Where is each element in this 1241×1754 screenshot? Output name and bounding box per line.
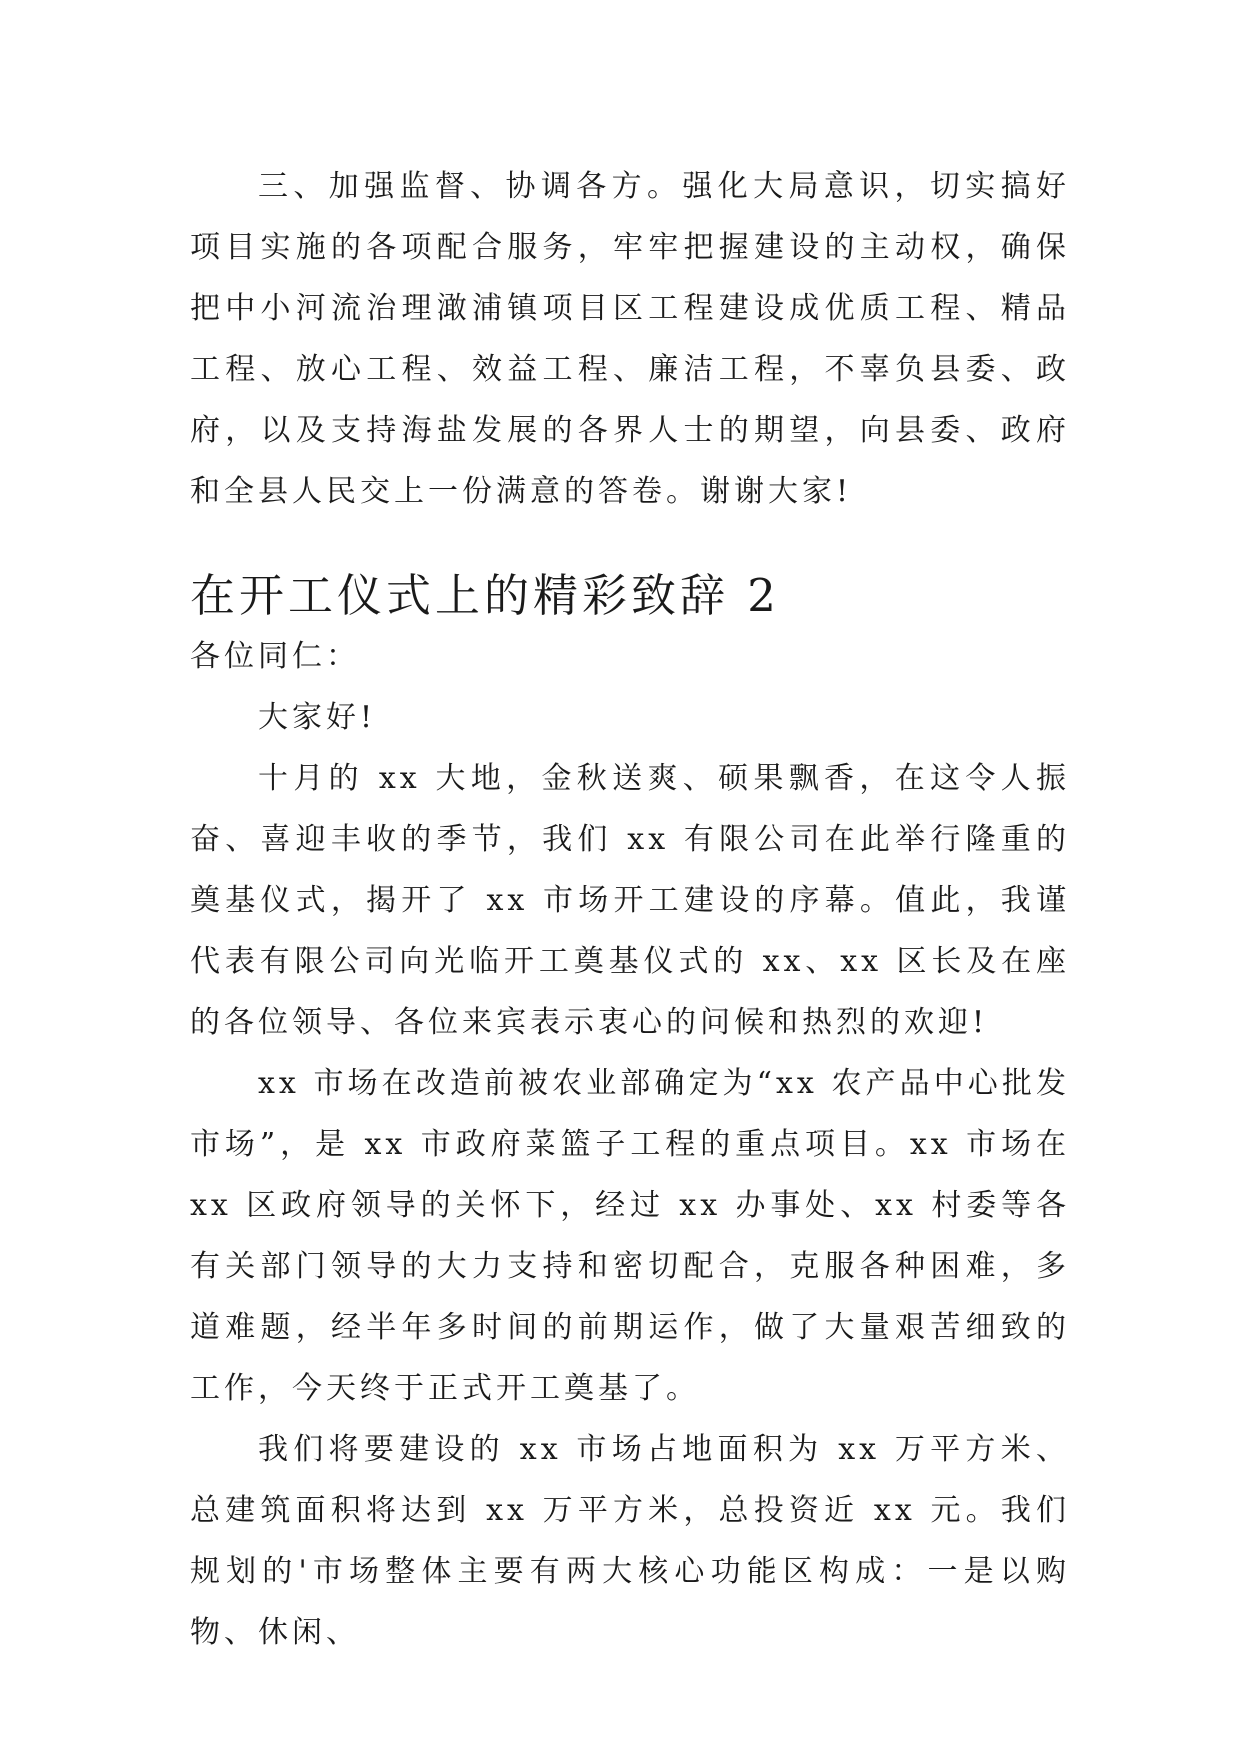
speech-title: 在开工仪式上的精彩致辞 2 xyxy=(190,569,780,622)
paragraph: 三、加强监督、协调各方。强化大局意识，切实搞好项目实施的各项配合服务，牢牢把握建设的主动权，确保把中小河流治理澉浦镇项目区工程建设成优质工程、精品工程、放心工程、效益工程、廉洁工程，不辜负县委、政府，以及支持海盐发展的各界人士的期望，向县委、政府和全县人民交上一份满意的答卷。谢谢大家! xyxy=(190,169,1070,509)
salutation: 各位同仁： xyxy=(190,639,360,674)
greeting: 大家好! xyxy=(258,700,377,735)
paragraph: 我们将要建设的 xx 市场占地面积为 xx 万平方米、总建筑面积将达到 xx 万平方米，总投资近 xx 元。我们规划的'市场整体主要有两大核心功能区构成：一是以购物、休闲、 xyxy=(190,1432,1070,1650)
speech-two xyxy=(190,565,1070,1663)
paragraph: xx 市场在改造前被农业部确定为“xx 农产品中心批发市场”，是 xx 市政府菜篮子工程的重点项目。xx 市场在 xx 区政府领导的关怀下，经过 xx 办事处、xx 村委等各有关部门领导的大力支持和密切配合，克服各种困难，多道难题，经半年多时间的前期运作，做了大量艰苦细致的工作，今天终于正式开工奠基了。 xyxy=(190,1066,1070,1406)
paragraph: 十月的 xx 大地，金秋送爽、硕果飘香，在这令人振奋、喜迎丰收的季节，我们 xx 有限公司在此举行隆重的奠基仪式，揭开了 xx 市场开工建设的序幕。值此，我谨代表有限公司向光临开工奠基仪式的 xx、xx 区长及在座的各位领导、各位来宾表示衷心的问候和热烈的欢迎! xyxy=(190,761,1070,1040)
section-one xyxy=(190,156,1070,522)
